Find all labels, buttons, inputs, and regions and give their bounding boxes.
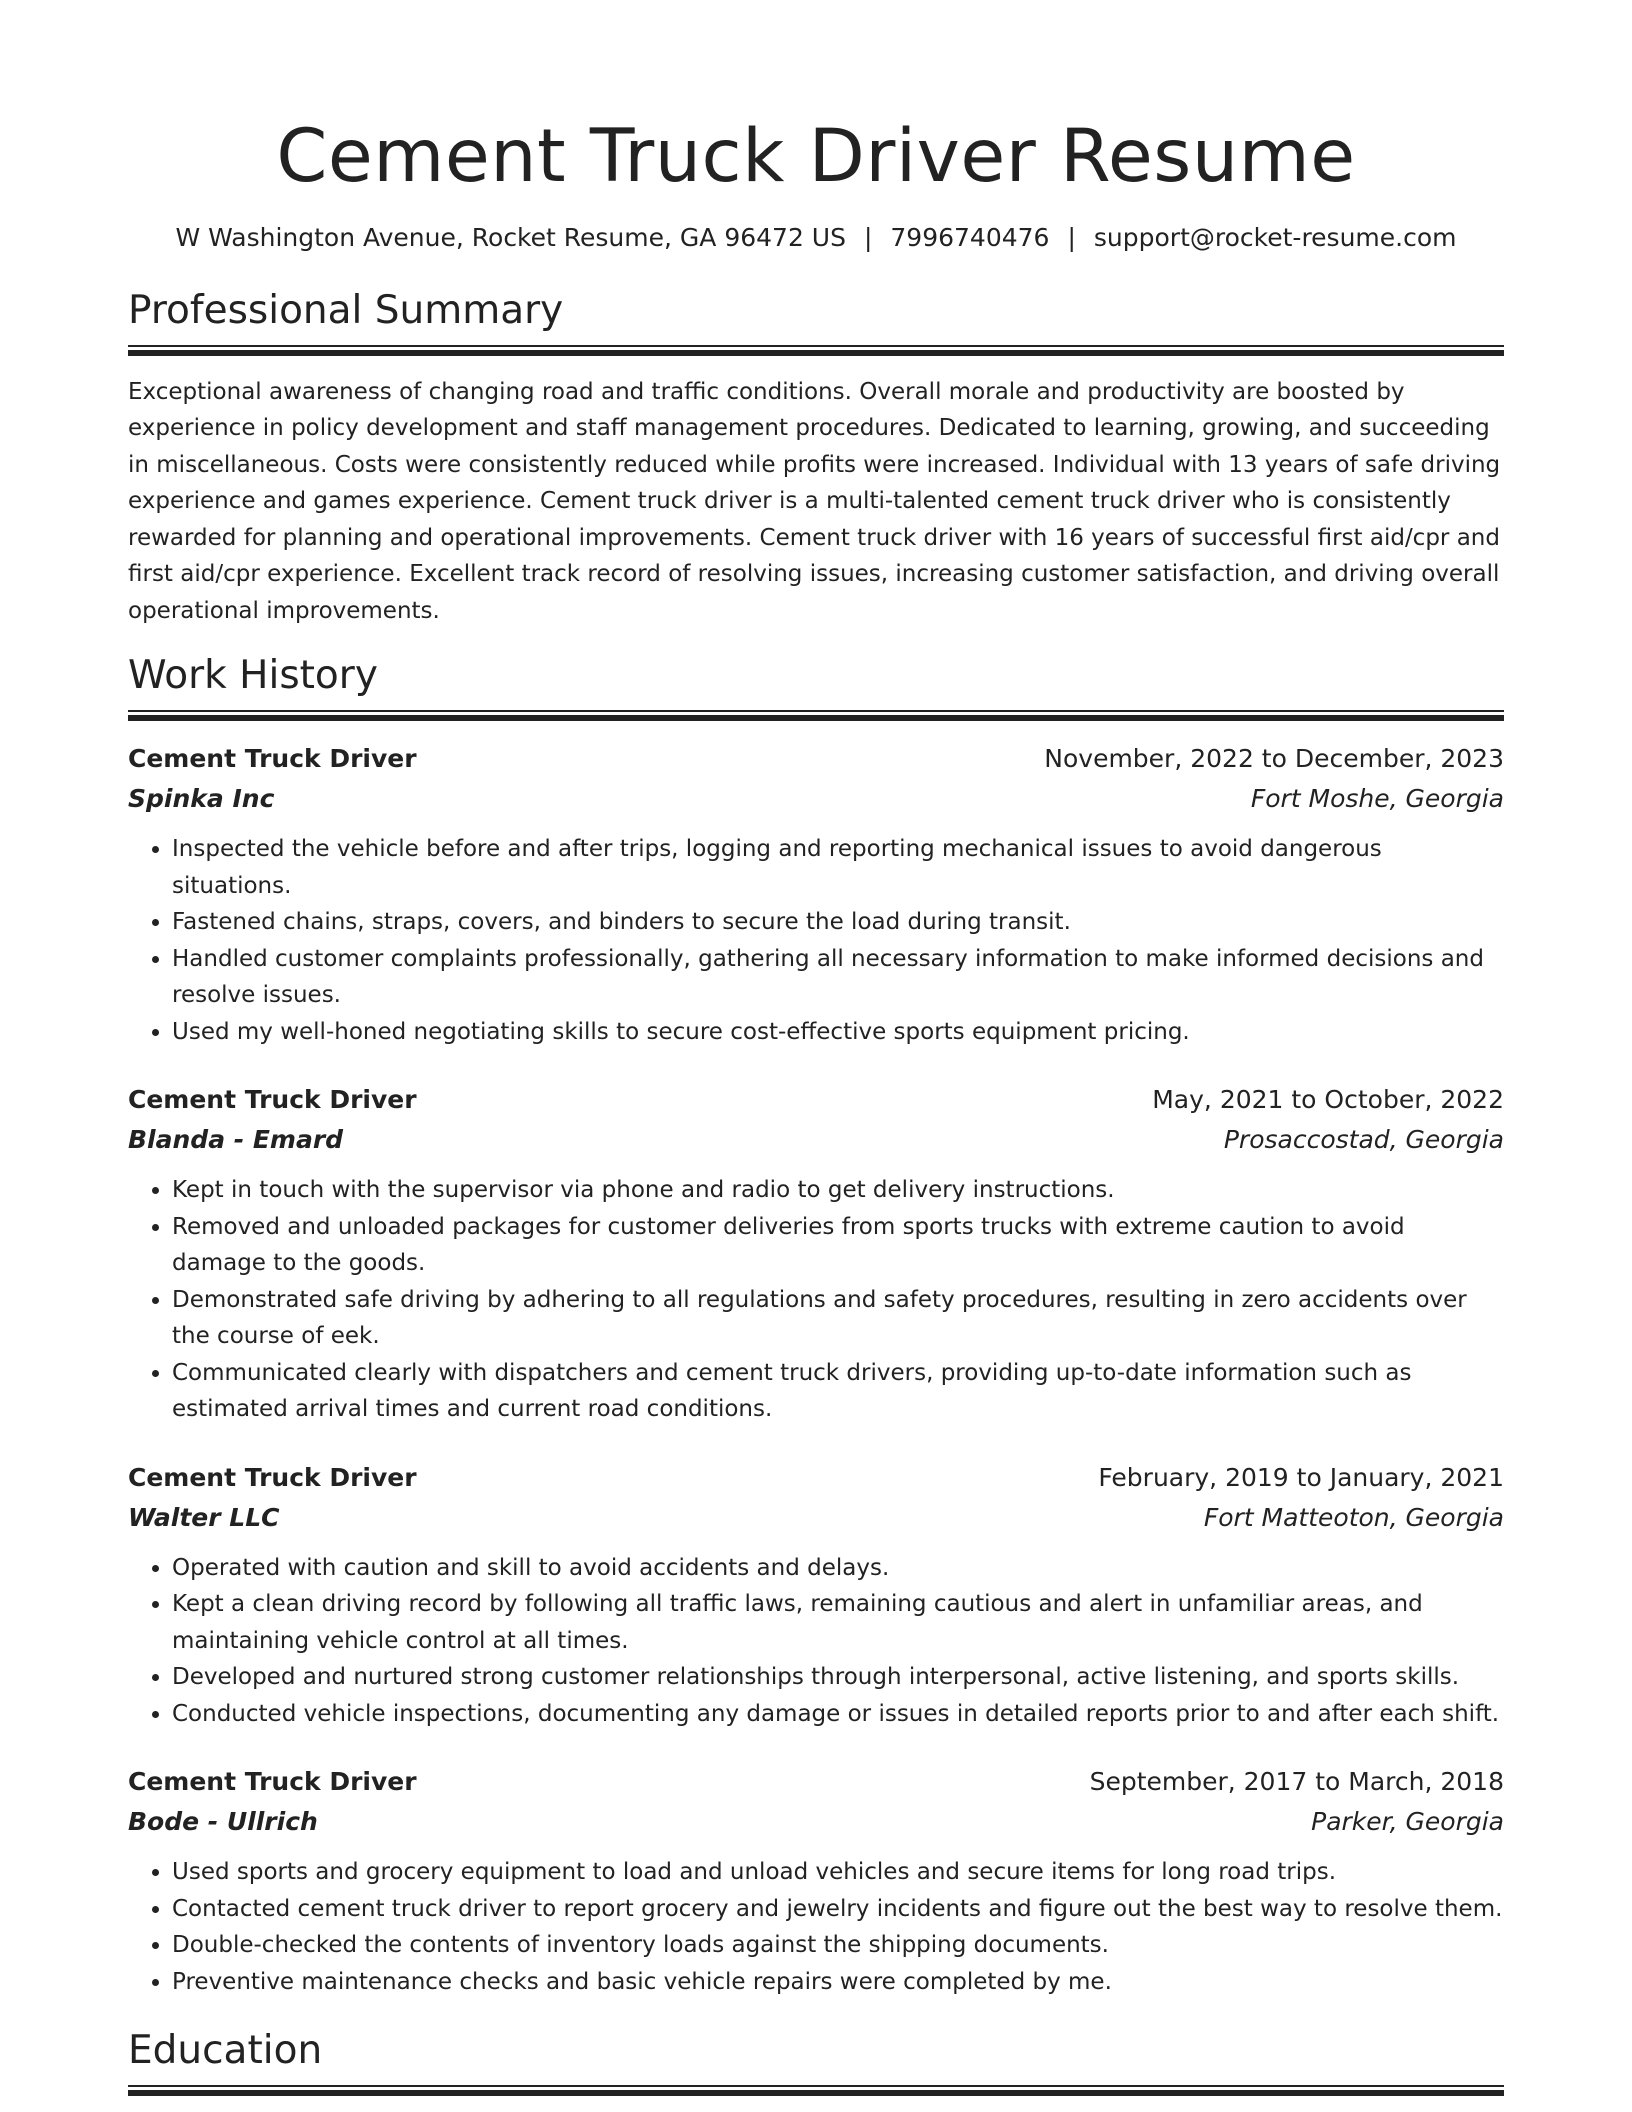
job-title: Cement Truck Driver <box>128 1085 417 1115</box>
job-duty: • Conducted vehicle inspections, documenting any damage or issues in detailed reports prior to and after each shift. <box>172 1696 1504 1733</box>
job-entry <box>128 1080 1504 1428</box>
section-divider <box>128 2085 1504 2096</box>
job-duties-list <box>128 1172 1504 1428</box>
job-duty: • Kept a clean driving record by following all traffic laws, remaining cautious and alert in unfamiliar areas, and maintaining vehicle control at all times. <box>172 1586 1504 1659</box>
job-header-row <box>128 739 1504 779</box>
job-entry <box>128 739 1504 1050</box>
job-duty: • Demonstrated safe driving by adhering to all regulations and safety procedures, resulting in zero accidents over the course of eek. <box>172 1282 1504 1355</box>
job-company: Spinka Inc <box>128 784 275 814</box>
job-entry <box>128 1458 1504 1733</box>
summary-heading: Professional Summary <box>128 288 564 333</box>
job-company: Bode - Ullrich <box>128 1807 318 1837</box>
job-header-row <box>128 1080 1504 1120</box>
resume-title: Cement Truck Driver Resume <box>276 114 1356 199</box>
job-title: Cement Truck Driver <box>128 1767 417 1797</box>
job-company-row <box>128 1120 1504 1160</box>
job-title: Cement Truck Driver <box>128 744 417 774</box>
contact-separator: | <box>1067 223 1076 252</box>
job-location: Fort Matteoton, Georgia <box>1203 1502 1504 1532</box>
contact-address: W Washington Avenue, Rocket Resume, GA 96472 US <box>175 223 846 252</box>
job-dates: February, 2019 to January, 2021 <box>1098 1462 1504 1492</box>
job-duty: • Handled customer complaints professionally, gathering all necessary information to make informed decisions and resolve issues. <box>172 941 1504 1014</box>
job-company: Blanda - Emard <box>128 1125 344 1155</box>
contact-email: support@rocket-resume.com <box>1093 223 1457 252</box>
contact-phone: 7996740476 <box>890 223 1050 252</box>
job-header-row <box>128 1458 1504 1498</box>
job-dates: May, 2021 to October, 2022 <box>1152 1085 1504 1115</box>
job-header-row <box>128 1762 1504 1802</box>
job-location: Fort Moshe, Georgia <box>1250 784 1504 814</box>
job-company: Walter LLC <box>128 1502 280 1532</box>
job-dates: September, 2017 to March, 2018 <box>1089 1767 1504 1797</box>
job-duty: • Kept in touch with the supervisor via phone and radio to get delivery instructions. <box>172 1172 1504 1209</box>
section-divider <box>128 345 1504 356</box>
job-duties-list <box>128 1854 1504 2000</box>
job-duty: • Contacted cement truck driver to report grocery and jewelry incidents and figure out the best way to resolve them. <box>172 1891 1504 1928</box>
job-company-row <box>128 1498 1504 1538</box>
contact-separator: | <box>863 223 873 252</box>
job-location: Parker, Georgia <box>1311 1807 1504 1837</box>
job-duties-list <box>128 831 1504 1050</box>
summary-text: Exceptional awareness of changing road and traffic conditions. Overall morale and productivity are boosted by experience in policy development and staff management procedures. Dedicated to learning, growing, and succeeding in miscellaneous. Costs were consistently reduced while profits were increased. Individual with 13 years of safe driving experience and games experience. Cement truck driver is a multi-talented cement truck driver who is consistently rewarded for planning and operational improvements. Cement truck driver with 16 years of successful first aid/cpr and first aid/cpr experience. Excellent track record of resolving issues, increasing customer satisfaction, and driving overall operational improvements. <box>128 378 1501 624</box>
job-duty: • Double-checked the contents of inventory loads against the shipping documents. <box>172 1927 1504 1964</box>
job-location: Prosaccostad, Georgia <box>1223 1125 1504 1155</box>
work-history-section <box>128 655 1504 2000</box>
job-duty: • Used my well-honed negotiating skills to secure cost-effective sports equipment pricing. <box>172 1014 1504 1051</box>
contact-line <box>128 225 1504 250</box>
job-duty: • Communicated clearly with dispatchers and cement truck drivers, providing up-to-date information such as estimated arrival times and current road conditions. <box>172 1355 1504 1428</box>
job-dates: November, 2022 to December, 2023 <box>1044 744 1504 774</box>
education-section <box>128 2030 1504 2096</box>
job-company-row <box>128 1802 1504 1842</box>
job-duty: • Preventive maintenance checks and basic vehicle repairs were completed by me. <box>172 1964 1504 2001</box>
job-duty: • Inspected the vehicle before and after trips, logging and reporting mechanical issues to avoid dangerous situations. <box>172 831 1504 904</box>
education-heading: Education <box>128 2028 323 2074</box>
job-title: Cement Truck Driver <box>128 1462 417 1492</box>
job-duty: • Used sports and grocery equipment to load and unload vehicles and secure items for long road trips. <box>172 1854 1504 1891</box>
job-duty: • Fastened chains, straps, covers, and binders to secure the load during transit. <box>172 904 1504 941</box>
job-company-row <box>128 779 1504 819</box>
section-divider <box>128 710 1504 721</box>
work-history-heading: Work History <box>128 653 378 699</box>
job-duty: • Operated with caution and skill to avoid accidents and delays. <box>172 1550 1504 1587</box>
job-duty: • Developed and nurtured strong customer relationships through interpersonal, active listening, and sports skills. <box>172 1659 1504 1696</box>
job-entry <box>128 1762 1504 2000</box>
job-duty: • Removed and unloaded packages for customer deliveries from sports trucks with extreme caution to avoid damage to the goods. <box>172 1209 1504 1282</box>
summary-section <box>128 290 1504 629</box>
job-duties-list <box>128 1550 1504 1733</box>
